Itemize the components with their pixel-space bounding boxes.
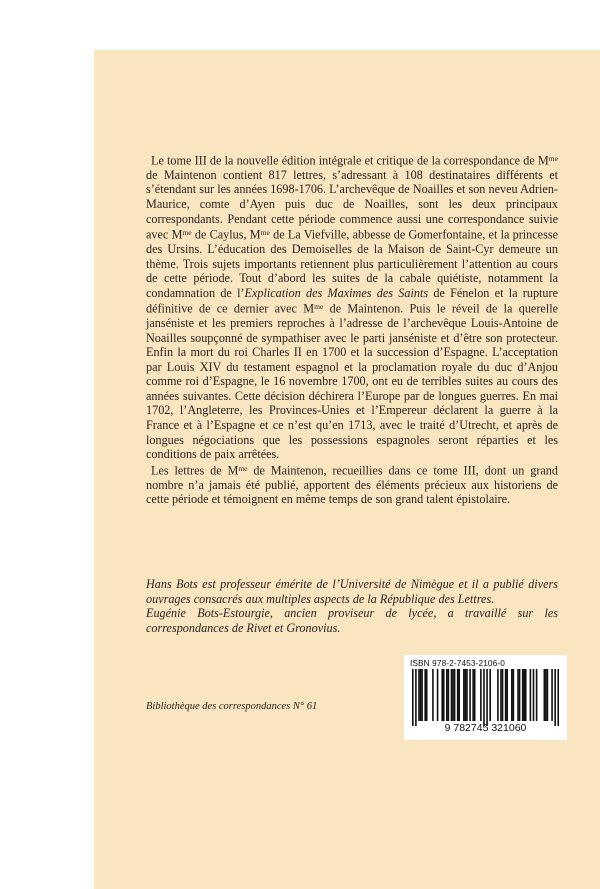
barcode-bar	[451, 669, 453, 721]
barcode-bar	[511, 669, 513, 721]
superscript: me	[548, 154, 558, 163]
barcode-bar	[421, 669, 423, 721]
barcode-bar	[454, 669, 456, 721]
bio-eugenie-bots-estourgie: Eugénie Bots-Estourgie, ancien proviseur de lycée, a travaillé sur les correspondances de Rivet et Gronovius.	[146, 606, 558, 635]
barcode-bar	[554, 669, 556, 726]
barcode-bar	[472, 669, 474, 721]
barcode-bar	[505, 669, 507, 721]
barcode-bar	[474, 669, 476, 721]
barcode-bar	[522, 669, 524, 721]
superscript: me	[182, 228, 192, 238]
barcode-bar	[448, 669, 450, 721]
barcode-bar	[457, 669, 459, 721]
summary-text	[146, 152, 558, 507]
barcode-bar	[441, 669, 443, 721]
text-run: de Caylus, M	[191, 227, 261, 242]
barcode-bar	[426, 669, 428, 721]
barcode-bar	[506, 669, 508, 721]
barcode-bar	[446, 669, 448, 721]
text-run: de Maintenon, recueillies dans ce tome III, dont un grand nombre n’a jamais été publié, apportent des éléments précieux aux historiens de cette période et témoignent en même temps de son grand talent épistolaire.	[146, 463, 558, 507]
barcode-bar	[517, 669, 519, 721]
text-run: Le tome III de la nouvelle édition intégrale et critique de la correspondance de M	[151, 153, 549, 168]
superscript: me	[238, 463, 248, 473]
barcode-label	[404, 655, 567, 740]
barcode-bar	[502, 669, 504, 721]
bio-hans-bots: Hans Bots est professeur émérite de l’Université de Nimègue et il a publié divers ouvrages consacrés aux multiples aspects de la République des Lettres.	[146, 577, 558, 606]
barcode-bar	[513, 669, 515, 721]
barcode-bar	[533, 669, 535, 721]
summary-paragraph-1	[146, 152, 558, 462]
text-run: Les lettres de M	[151, 463, 239, 478]
barcode-bar	[420, 669, 422, 721]
text-run: de Maintenon. Puis le réveil de la querelle janséniste et les premiers reproches à l’adresse de l’archevêque Louis-Antoine de Noailles soupçonné de sympathiser avec le parti janséniste et d’être son protecteur. Enfin la mort du roi Charles II en 1700 et la succession d’Espagne. L’acceptation par Louis XIV du testament espagnol et la proclamation royale du duc d’Anjou comme roi d’Espagne, le 16 novembre 1700, ont eu de terribles suites au cours des années suivantes. Cette décision déchirera l’Europe par de longues guerres. En mai 1702, l’Angleterre, les Provinces-Unies et l’Empereur déclarent la guerre à la France et à l’Espagne et ce n’est qu’en 1713, avec le traité d’Utrecht, et après de longues négociations que les possessions espagnoles seront réparties et les conditions de paix arrêtées.	[146, 301, 558, 462]
superscript: me	[314, 302, 324, 312]
barcode-bars	[412, 669, 559, 729]
barcode-bar	[443, 669, 445, 721]
barcode-bar	[418, 669, 420, 721]
barcode-bar	[463, 669, 465, 721]
barcode-bar	[412, 669, 414, 726]
book-title: Explication des Maximes des Saints	[244, 285, 429, 300]
superscript: me	[260, 228, 270, 238]
barcode-bar	[544, 669, 546, 721]
barcode-bar	[545, 669, 547, 721]
barcode-bar	[489, 669, 491, 721]
barcode-bar	[500, 669, 502, 721]
barcode-bar	[525, 669, 527, 721]
text-run: de Fénelon et la rupture définitive de ce dernier avec M	[146, 285, 558, 316]
text-run: de La Viefville, abbesse de Gomerfontaine, et la princesse des Ursins. L’éducation des Demoiselles de la Maison de Saint-Cyr demeure un thème. Trois sujets importants retiennent plus particulièrement l’attention au cours de cette période. Tout d’abord les suites de la cabale quiétiste, notamment la condamnation de l’	[146, 227, 558, 300]
barcode-bar	[557, 669, 559, 726]
barcode-bar	[415, 669, 417, 726]
barcode-bar	[437, 669, 439, 721]
barcode-bar	[547, 669, 549, 721]
barcode-bar	[480, 669, 482, 721]
barcode-bar	[486, 669, 488, 726]
series-line: Bibliothèque des correspondances N° 61	[146, 701, 318, 712]
barcode-bar	[469, 669, 471, 721]
barcode-bar	[432, 669, 434, 721]
barcode-bar	[424, 669, 426, 721]
summary-paragraph-2	[146, 462, 558, 507]
barcode-bar	[523, 669, 525, 721]
barcode-bar	[452, 669, 454, 721]
barcode-bar	[466, 669, 468, 721]
barcode-bar	[536, 669, 538, 721]
author-bios	[146, 577, 558, 635]
ean-digits: 9 782745 321060	[444, 722, 527, 734]
barcode-bar	[497, 669, 499, 721]
barcode-bar	[530, 669, 532, 721]
isbn-text: ISBN 978-2-7453-2106-0	[410, 658, 505, 668]
barcode-bar	[483, 669, 485, 726]
barcode-bar	[458, 669, 460, 721]
text-run: de Maintenon contient 817 lettres, s’adressant à 108 destinataires différents et s’étendant sur les années 1698-1706. L’archevêque de Noailles et son neveu Adrien-Maurice, comte d’Ayen puis duc de Noailles, sont les deux principaux correspondants. Pendant cette période commence aussi une correspondance suivie avec M	[146, 167, 558, 242]
barcode-bar	[465, 669, 467, 721]
barcode-bar	[519, 669, 521, 721]
barcode-bar	[551, 669, 553, 721]
